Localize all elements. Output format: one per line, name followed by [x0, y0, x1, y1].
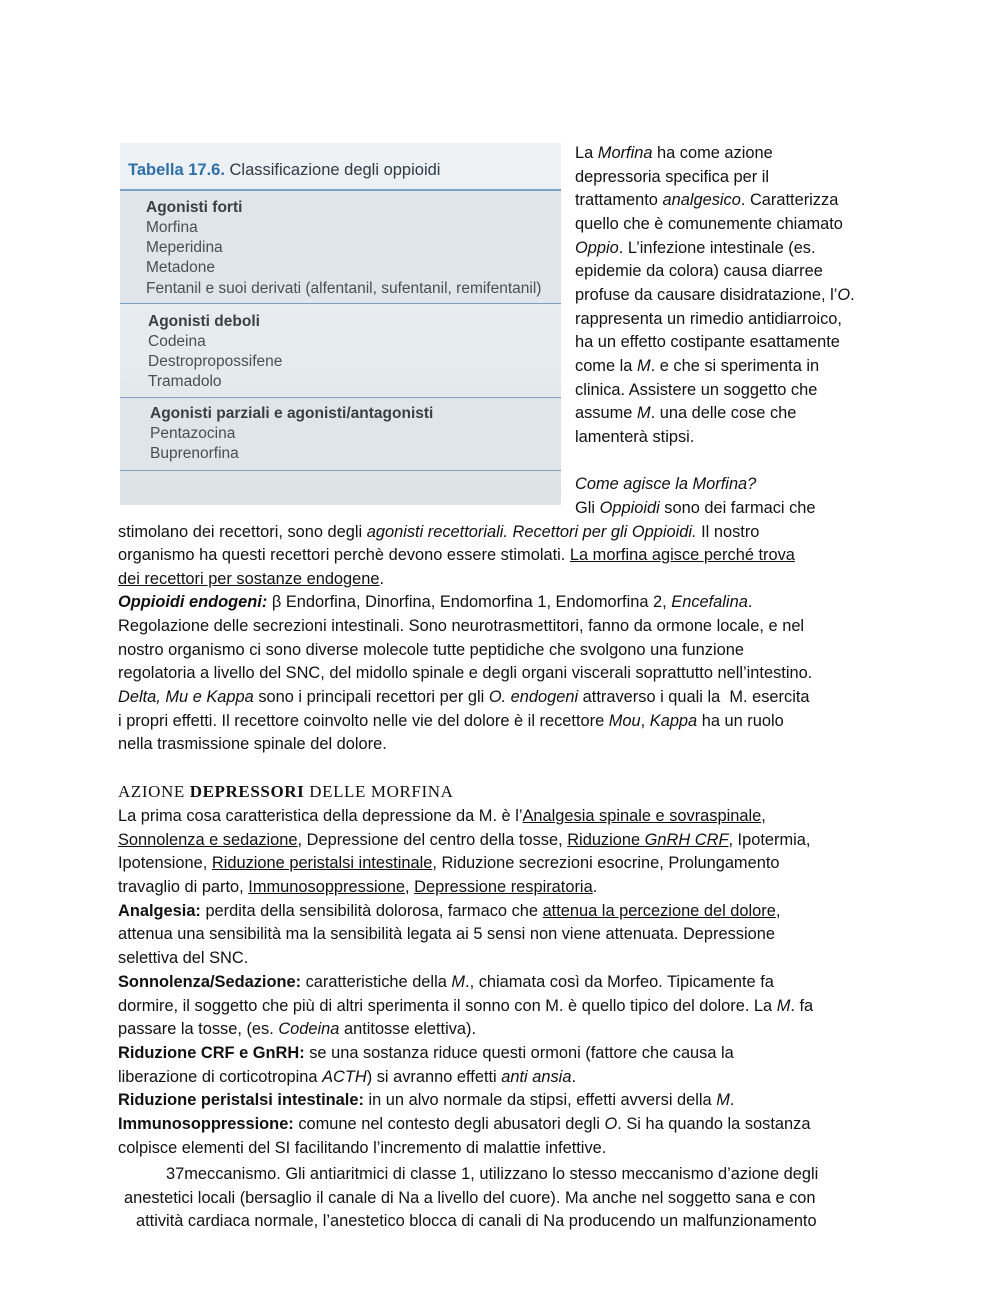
- text-line: lamenterà stipsi.: [575, 428, 695, 446]
- table-group-heading: Agonisti forti: [146, 199, 243, 216]
- text-line: profuse da causare disidratazione, l’O.: [575, 286, 855, 304]
- text-line: rappresenta un rimedio antidiarroico,: [575, 310, 842, 328]
- text-line: La Morfina ha come azione: [575, 144, 773, 162]
- text-line: passare la tosse, (es. Codeina antitosse elettiva).: [118, 1020, 477, 1038]
- table-item: Tramadolo: [148, 373, 222, 390]
- text-line: La prima cosa caratteristica della depressione da M. è l’Analgesia spinale e sovraspinale,: [118, 807, 766, 825]
- text-line: Delta, Mu e Kappa sono i principali recettori per gli O. endogeni attraverso i quali la M. esercita: [118, 688, 810, 706]
- text-line: Oppioidi endogeni: β Endorfina, Dinorfina, Endomorfina 1, Endomorfina 2, Encefalina.: [118, 593, 753, 611]
- table-item: Pentazocina: [150, 425, 236, 442]
- text-line: epidemie da colora) causa diarree: [575, 262, 823, 280]
- text-line: Immunosoppressione: comune nel contesto degli abusatori degli O. Si ha quando la sostanza: [118, 1115, 811, 1133]
- table-item: Fentanil e suoi derivati (alfentanil, sufentanil, remifentanil): [146, 280, 542, 297]
- table-rule: [120, 470, 561, 471]
- text-line: nostro organismo ci sono diverse molecole tutte peptidiche che svolgono una funzione: [118, 641, 744, 659]
- text-line: Regolazione delle secrezioni intestinali. Sono neurotrasmettitori, fanno da ormone locale, e nel: [118, 617, 805, 635]
- text-line: Sonnolenza e sedazione, Depressione del centro della tosse, Riduzione GnRH CRF, Ipotermia,: [118, 831, 811, 849]
- text-line: selettiva del SNC.: [118, 949, 249, 967]
- table-title: Tabella 17.6. Classificazione degli oppioidi: [128, 161, 441, 179]
- text-line: dei recettori per sostanze endogene.: [118, 570, 385, 588]
- text-line: regolatoria a livello del SNC, del midollo spinale e degli organi viscerali soprattutto nell’intestino.: [118, 664, 813, 682]
- footer-line: 37meccanismo. Gli antiaritmici di classe 1, utilizzano lo stesso meccanismo d’azione degli: [166, 1165, 819, 1183]
- text-line: dormire, il soggetto che più di altri sperimenta il sonno con M. è quello tipico del dolore. La M. fa: [118, 997, 814, 1015]
- table-group-heading: Agonisti parziali e agonisti/antagonisti: [150, 405, 434, 422]
- text-line: colpisce elementi del SI facilitando l’incremento di malattie infettive.: [118, 1139, 607, 1157]
- text-line: clinica. Assistere un soggetto che: [575, 381, 818, 399]
- text-line: Riduzione peristalsi intestinale: in un alvo normale da stipsi, effetti avversi della M.: [118, 1091, 735, 1109]
- text-line: quello che è comunemente chiamato: [575, 215, 843, 233]
- text-line: depressoria specifica per il: [575, 168, 770, 186]
- table-item: Buprenorfina: [150, 445, 239, 462]
- text-line: assume M. una delle cose che: [575, 404, 797, 422]
- table-group-heading: Agonisti deboli: [148, 313, 260, 330]
- table-item: Destropropossifene: [148, 353, 283, 370]
- text-line: nella trasmissione spinale del dolore.: [118, 735, 387, 753]
- table-rule: [120, 303, 561, 304]
- text-line: travaglio di parto, Immunosoppressione, Depressione respiratoria.: [118, 878, 598, 896]
- section-heading: AZIONE DEPRESSORI DELLE MORFINA: [118, 782, 454, 801]
- table-photo: [120, 143, 561, 505]
- footer-line: attività cardiaca normale, l’anestetico blocca di canali di Na producendo un malfunzionamento: [136, 1212, 817, 1230]
- table-item: Morfina: [146, 219, 198, 236]
- text-line: Riduzione CRF e GnRH: se una sostanza riduce questi ormoni (fattore che causa la: [118, 1044, 734, 1062]
- text-line: organismo ha questi recettori perchè devono essere stimolati. La morfina agisce perché trova: [118, 546, 795, 564]
- text-line: Oppio. L’infezione intestinale (es.: [575, 239, 816, 257]
- text-line: i propri effetti. Il recettore coinvolto nelle vie del dolore è il recettore Mou, Kappa ha un ruolo: [118, 712, 784, 730]
- text-line: Ipotensione, Riduzione peristalsi intestinale, Riduzione secrezioni esocrine, Prolungamento: [118, 854, 780, 872]
- text-line: Sonnolenza/Sedazione: caratteristiche della M., chiamata così da Morfeo. Tipicamente fa: [118, 973, 774, 991]
- table-item: Codeina: [148, 333, 206, 350]
- text-line: attenua una sensibilità ma la sensibilità legata ai 5 sensi non viene attenuata. Depressione: [118, 925, 775, 943]
- text-line: Gli Oppioidi sono dei farmaci che: [575, 499, 816, 517]
- section-question: Come agisce la Morfina?: [575, 475, 757, 493]
- footer-line: anestetici locali (bersaglio il canale di Na a livello del cuore). Ma anche nel soggetto sana e con: [124, 1189, 816, 1207]
- text-line: trattamento analgesico. Caratterizza: [575, 191, 839, 209]
- table-item: Metadone: [146, 259, 215, 276]
- text-line: ha un effetto costipante esattamente: [575, 333, 840, 351]
- text-line: stimolano dei recettori, sono degli agonisti recettoriali. Recettori per gli Oppioidi. Il nostro: [118, 523, 760, 541]
- text-line: come la M. e che si sperimenta in: [575, 357, 820, 375]
- text-line: Analgesia: perdita della sensibilità dolorosa, farmaco che attenua la percezione del dolore,: [118, 902, 781, 920]
- text-line: liberazione di corticotropina ACTH) si avranno effetti anti ansia.: [118, 1068, 576, 1086]
- table-item: Meperidina: [146, 239, 223, 256]
